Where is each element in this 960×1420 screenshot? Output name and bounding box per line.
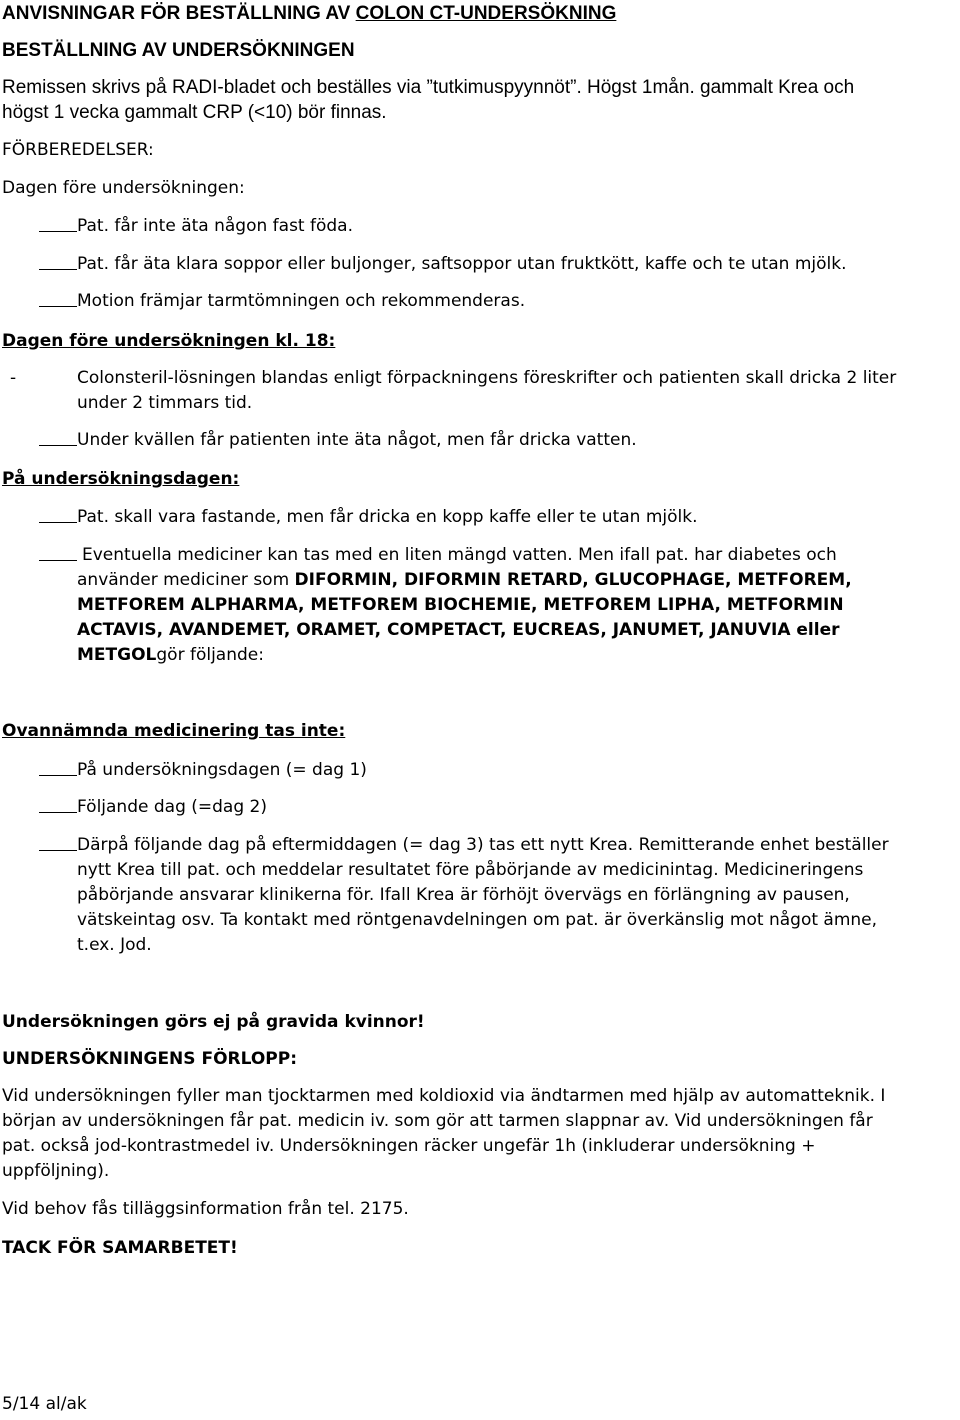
exam-day-item-2-line-1: Eventuella mediciner kan tas med en liten mängd vatten. Men ifall pat. har diabetes och — [82, 545, 837, 565]
pregnancy-note: Undersökningen görs ej på gravida kvinnor! — [2, 1012, 425, 1032]
exam-day-item-2-line-4: ACTAVIS, AVANDEMET, ORAMET, COMPETACT, EUCREAS, JANUMET, JANUVIA eller — [77, 620, 840, 640]
dash-bullet — [39, 812, 77, 813]
order-text-line-2: högst 1 vecka gammalt CRP (<10) bör finnas. — [2, 102, 387, 123]
dash-bullet — [39, 850, 77, 851]
procedure-heading: UNDERSÖKNINGENS FÖRLOPP: — [2, 1049, 298, 1069]
prep-heading: FÖRBEREDELSER: — [2, 140, 154, 160]
procedure-line-3: pat. också jod-kontrastmedel iv. Undersökningen räcker ungefär 1h (inkluderar undersökning + — [2, 1136, 816, 1156]
day-before-item-3: Motion främjar tarmtömningen och rekommenderas. — [77, 291, 526, 311]
medication-item-3-line-2: nytt Krea till pat. och meddelar resultatet före påbörjande av medicinintag. Medicineringens — [77, 860, 864, 880]
dash-bullet — [39, 560, 77, 561]
dash-bullet — [39, 445, 77, 446]
medication-heading: Ovannämnda medicinering tas inte: — [2, 721, 346, 741]
exam-day-item-2-line-2-text: använder mediciner som — [77, 570, 295, 590]
day-before-item-2: Pat. får äta klara soppor eller buljonger, saftsoppor utan fruktkött, kaffe och te utan mjölk. — [77, 254, 847, 274]
exam-day-item-2-line-5-text: gör följande: — [156, 645, 264, 665]
medication-item-3-line-1: Därpå följande dag på eftermiddagen (= dag 3) tas ett nytt Krea. Remitterande enhet beställer — [77, 835, 889, 855]
medication-name-metgol: METGOL — [77, 645, 157, 665]
exam-day-item-2-line-3: METFOREM ALPHARMA, METFOREM BIOCHEMIE, METFOREM LIPHA, METFORMIN — [77, 595, 844, 615]
procedure-line-2: början av undersökningen får pat. medicin iv. som gör att tarmen slappnar av. Vid undersökningen får — [2, 1111, 873, 1131]
order-heading: BESTÄLLNING AV UNDERSÖKNINGEN — [2, 40, 355, 61]
exam-day-item-1: Pat. skall vara fastande, men får dricka en kopp kaffe eller te utan mjölk. — [77, 507, 698, 527]
day-before-heading: Dagen före undersökningen: — [2, 178, 245, 198]
info-line: Vid behov fås tilläggsinformation från tel. 2175. — [2, 1199, 409, 1219]
exam-day-item-2-line-2 — [77, 570, 852, 590]
day-before-item-1: Pat. får inte äta någon fast föda. — [77, 216, 353, 236]
day-before-18-item-1-line-2: under 2 timmars tid. — [77, 393, 253, 413]
document-title — [2, 3, 616, 25]
procedure-line-4: uppföljning). — [2, 1161, 110, 1181]
dash-bullet — [39, 775, 77, 776]
medication-item-3-line-5: t.ex. Jod. — [77, 935, 152, 955]
order-text-line-1: Remissen skrivs på RADI-bladet och beställes via ”tutkimuspyynnöt”. Högst 1mån. gammalt Krea och — [2, 77, 855, 98]
title-part1: ANVISNINGAR FÖR BESTÄLLNING AV — [2, 3, 356, 24]
thanks-line: TACK FÖR SAMARBETET! — [2, 1238, 238, 1258]
day-before-18-heading: Dagen före undersökningen kl. 18: — [2, 331, 336, 351]
dash-bullet — [39, 522, 77, 523]
title-part2: COLON CT-UNDERSÖKNING — [355, 3, 617, 24]
medication-item-3-line-4: vätskeintag osv. Ta kontakt med röntgenavdelningen om pat. är överkänslig mot något ämne, — [77, 910, 878, 930]
day-before-18-item-2: Under kvällen får patienten inte äta något, men får dricka vatten. — [77, 430, 637, 450]
day-before-18-item-1-line-1: Colonsteril-lösningen blandas enligt förpackningens föreskrifter och patienten skall dricka 2 liter — [77, 368, 897, 388]
dash-bullet — [39, 231, 77, 232]
medication-item-1: På undersökningsdagen (= dag 1) — [77, 760, 367, 780]
procedure-line-1: Vid undersökningen fyller man tjocktarmen med koldioxid via ändtarmen med hjälp av automatteknik. I — [2, 1086, 886, 1106]
medication-item-3-line-3: påbörjande ansvarar klinikerna för. Ifall Krea är förhöjt övervägs en förlängning av pausen, — [77, 885, 850, 905]
dash-bullet — [39, 269, 77, 270]
hyphen-bullet: - — [10, 368, 17, 388]
page-footer: 5/14 al/ak — [2, 1394, 87, 1414]
medication-names: DIFORMIN, DIFORMIN RETARD, GLUCOPHAGE, METFOREM, — [294, 570, 852, 590]
exam-day-item-2-line-5 — [77, 645, 264, 665]
medication-item-2: Följande dag (=dag 2) — [77, 797, 267, 817]
exam-day-heading: På undersökningsdagen: — [2, 469, 240, 489]
dash-bullet — [39, 306, 77, 307]
